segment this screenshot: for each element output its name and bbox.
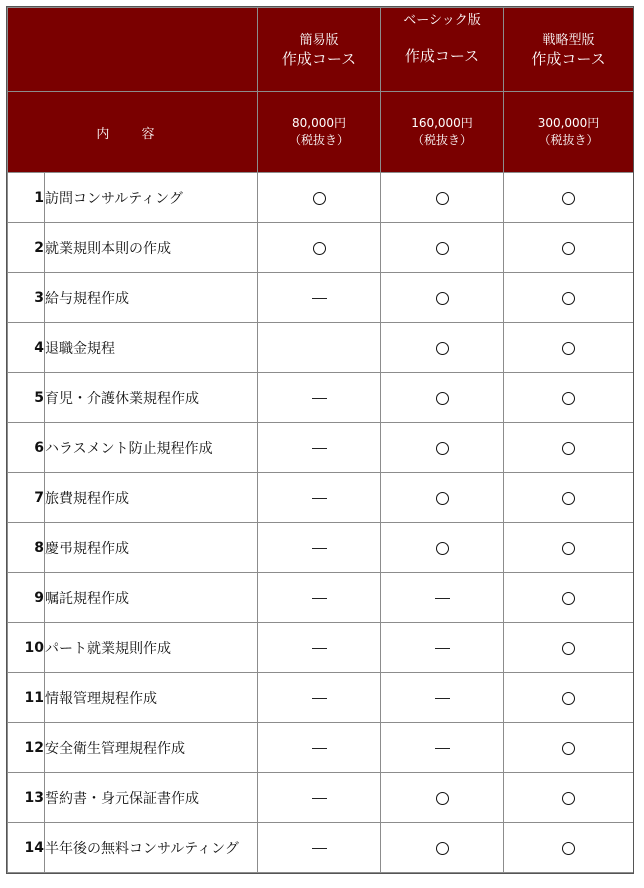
price-amount-strategic: 300,000円	[537, 116, 600, 130]
not-included-dash-icon	[312, 648, 327, 649]
mark-cell-simple	[258, 373, 381, 423]
mark-cell-strategic	[504, 823, 634, 873]
included-circle-icon	[313, 242, 326, 255]
table-row	[8, 273, 634, 323]
not-included-dash-icon	[312, 698, 327, 699]
mark-cell-strategic	[504, 323, 634, 373]
row-number: 4	[8, 323, 45, 373]
table-row	[8, 573, 634, 623]
included-circle-icon	[436, 542, 449, 555]
plan-course-basic: 作成コース	[404, 47, 480, 65]
table-row	[8, 423, 634, 473]
included-circle-icon	[562, 742, 575, 755]
price-amount-simple: 80,000円	[292, 116, 346, 130]
row-number: 1	[8, 173, 45, 223]
mark-cell-simple	[258, 573, 381, 623]
included-circle-icon	[436, 192, 449, 205]
included-circle-icon	[436, 442, 449, 455]
included-circle-icon	[436, 492, 449, 505]
mark-cell-simple	[258, 323, 381, 373]
included-circle-icon	[562, 542, 575, 555]
mark-cell-basic	[381, 173, 504, 223]
included-circle-icon	[562, 342, 575, 355]
mark-cell-basic	[381, 523, 504, 573]
row-item-name: 就業規則本則の作成	[45, 223, 258, 273]
mark-cell-simple	[258, 623, 381, 673]
included-circle-icon	[562, 292, 575, 305]
mark-cell-simple	[258, 273, 381, 323]
mark-cell-basic	[381, 273, 504, 323]
mark-cell-simple	[258, 223, 381, 273]
row-number: 11	[8, 673, 45, 723]
mark-cell-strategic	[504, 423, 634, 473]
not-included-dash-icon	[435, 698, 450, 699]
mark-cell-basic	[381, 673, 504, 723]
mark-cell-strategic	[504, 573, 634, 623]
not-included-dash-icon	[312, 298, 327, 299]
included-circle-icon	[562, 642, 575, 655]
table-row	[8, 523, 634, 573]
not-included-dash-icon	[435, 648, 450, 649]
table-row	[8, 723, 634, 773]
table-row	[8, 623, 634, 673]
not-included-dash-icon	[312, 548, 327, 549]
row-number: 8	[8, 523, 45, 573]
row-item-name: 半年後の無料コンサルティング	[45, 823, 258, 873]
mark-cell-basic	[381, 423, 504, 473]
included-circle-icon	[562, 492, 575, 505]
not-included-dash-icon	[312, 498, 327, 499]
table-row	[8, 673, 634, 723]
included-circle-icon	[562, 392, 575, 405]
mark-cell-simple	[258, 173, 381, 223]
table-row	[8, 223, 634, 273]
mark-cell-basic	[381, 573, 504, 623]
included-circle-icon	[436, 392, 449, 405]
plan-header-strategic	[504, 8, 634, 92]
row-number: 9	[8, 573, 45, 623]
price-tax-note-strategic: （税抜き）	[538, 133, 599, 147]
plan-header-simple	[258, 8, 381, 92]
included-circle-icon	[562, 842, 575, 855]
mark-cell-basic	[381, 723, 504, 773]
mark-cell-strategic	[504, 723, 634, 773]
mark-cell-simple	[258, 723, 381, 773]
price-basic	[381, 92, 504, 173]
row-number: 10	[8, 623, 45, 673]
not-included-dash-icon	[312, 398, 327, 399]
feature-rows	[8, 173, 634, 873]
plan-name-simple: 簡易版	[299, 32, 339, 48]
mark-cell-strategic	[504, 273, 634, 323]
mark-cell-simple	[258, 523, 381, 573]
not-included-dash-icon	[312, 798, 327, 799]
not-included-dash-icon	[435, 598, 450, 599]
table-row	[8, 823, 634, 873]
price-strategic	[504, 92, 634, 173]
not-included-dash-icon	[435, 748, 450, 749]
not-included-dash-icon	[312, 748, 327, 749]
mark-cell-basic	[381, 323, 504, 373]
price-amount-basic: 160,000円	[411, 116, 473, 130]
row-item-name: 誓約書・身元保証書作成	[45, 773, 258, 823]
included-circle-icon	[436, 792, 449, 805]
plan-header-basic	[381, 8, 504, 92]
included-circle-icon	[313, 192, 326, 205]
table-row	[8, 373, 634, 423]
included-circle-icon	[436, 242, 449, 255]
included-circle-icon	[562, 442, 575, 455]
price-tax-note-simple: （税抜き）	[288, 133, 349, 147]
row-item-name: 嘱託規程作成	[45, 573, 258, 623]
row-number: 3	[8, 273, 45, 323]
mark-cell-basic	[381, 373, 504, 423]
row-number: 6	[8, 423, 45, 473]
table-row	[8, 773, 634, 823]
row-item-name: ハラスメント防止規程作成	[45, 423, 258, 473]
row-number: 5	[8, 373, 45, 423]
mark-cell-simple	[258, 473, 381, 523]
mark-cell-simple	[258, 423, 381, 473]
row-item-name: 情報管理規程作成	[45, 673, 258, 723]
included-circle-icon	[562, 792, 575, 805]
row-item-name: 育児・介護休業規程作成	[45, 373, 258, 423]
plan-header-row	[8, 8, 634, 92]
included-circle-icon	[562, 242, 575, 255]
mark-cell-strategic	[504, 523, 634, 573]
row-item-name: 慶弔規程作成	[45, 523, 258, 573]
mark-cell-strategic	[504, 773, 634, 823]
row-number: 12	[8, 723, 45, 773]
mark-cell-basic	[381, 823, 504, 873]
mark-cell-basic	[381, 623, 504, 673]
plan-course-simple: 作成コース	[281, 49, 357, 68]
included-circle-icon	[436, 842, 449, 855]
plan-name-strategic: 戦略型版	[542, 32, 595, 48]
table-row	[8, 173, 634, 223]
row-item-name: 旅費規程作成	[45, 473, 258, 523]
plan-name-basic: ベーシック版	[403, 13, 481, 28]
not-included-dash-icon	[312, 598, 327, 599]
mark-cell-strategic	[504, 623, 634, 673]
row-item-name: 安全衛生管理規程作成	[45, 723, 258, 773]
price-simple	[258, 92, 381, 173]
table-row	[8, 473, 634, 523]
included-circle-icon	[436, 292, 449, 305]
course-comparison-table	[7, 7, 634, 873]
mark-cell-simple	[258, 823, 381, 873]
mark-cell-basic	[381, 773, 504, 823]
mark-cell-strategic	[504, 373, 634, 423]
mark-cell-simple	[258, 673, 381, 723]
content-header-label: 内 容	[8, 92, 258, 173]
mark-cell-simple	[258, 773, 381, 823]
included-circle-icon	[562, 192, 575, 205]
row-number: 14	[8, 823, 45, 873]
row-number: 13	[8, 773, 45, 823]
plan-course-strategic: 作成コース	[531, 49, 606, 68]
header-blank-cell	[8, 8, 258, 92]
not-included-dash-icon	[312, 448, 327, 449]
price-tax-note-basic: （税抜き）	[411, 133, 472, 147]
included-circle-icon	[436, 342, 449, 355]
mark-cell-strategic	[504, 673, 634, 723]
included-circle-icon	[562, 592, 575, 605]
not-included-dash-icon	[312, 848, 327, 849]
row-item-name: 給与規程作成	[45, 273, 258, 323]
row-item-name: 訪問コンサルティング	[45, 173, 258, 223]
table-row	[8, 323, 634, 373]
mark-cell-basic	[381, 473, 504, 523]
mark-cell-strategic	[504, 173, 634, 223]
mark-cell-strategic	[504, 473, 634, 523]
row-item-name: パート就業規則作成	[45, 623, 258, 673]
row-number: 7	[8, 473, 45, 523]
mark-cell-strategic	[504, 223, 634, 273]
row-number: 2	[8, 223, 45, 273]
price-header-row	[8, 92, 634, 173]
mark-cell-basic	[381, 223, 504, 273]
row-item-name: 退職金規程	[45, 323, 258, 373]
included-circle-icon	[562, 692, 575, 705]
